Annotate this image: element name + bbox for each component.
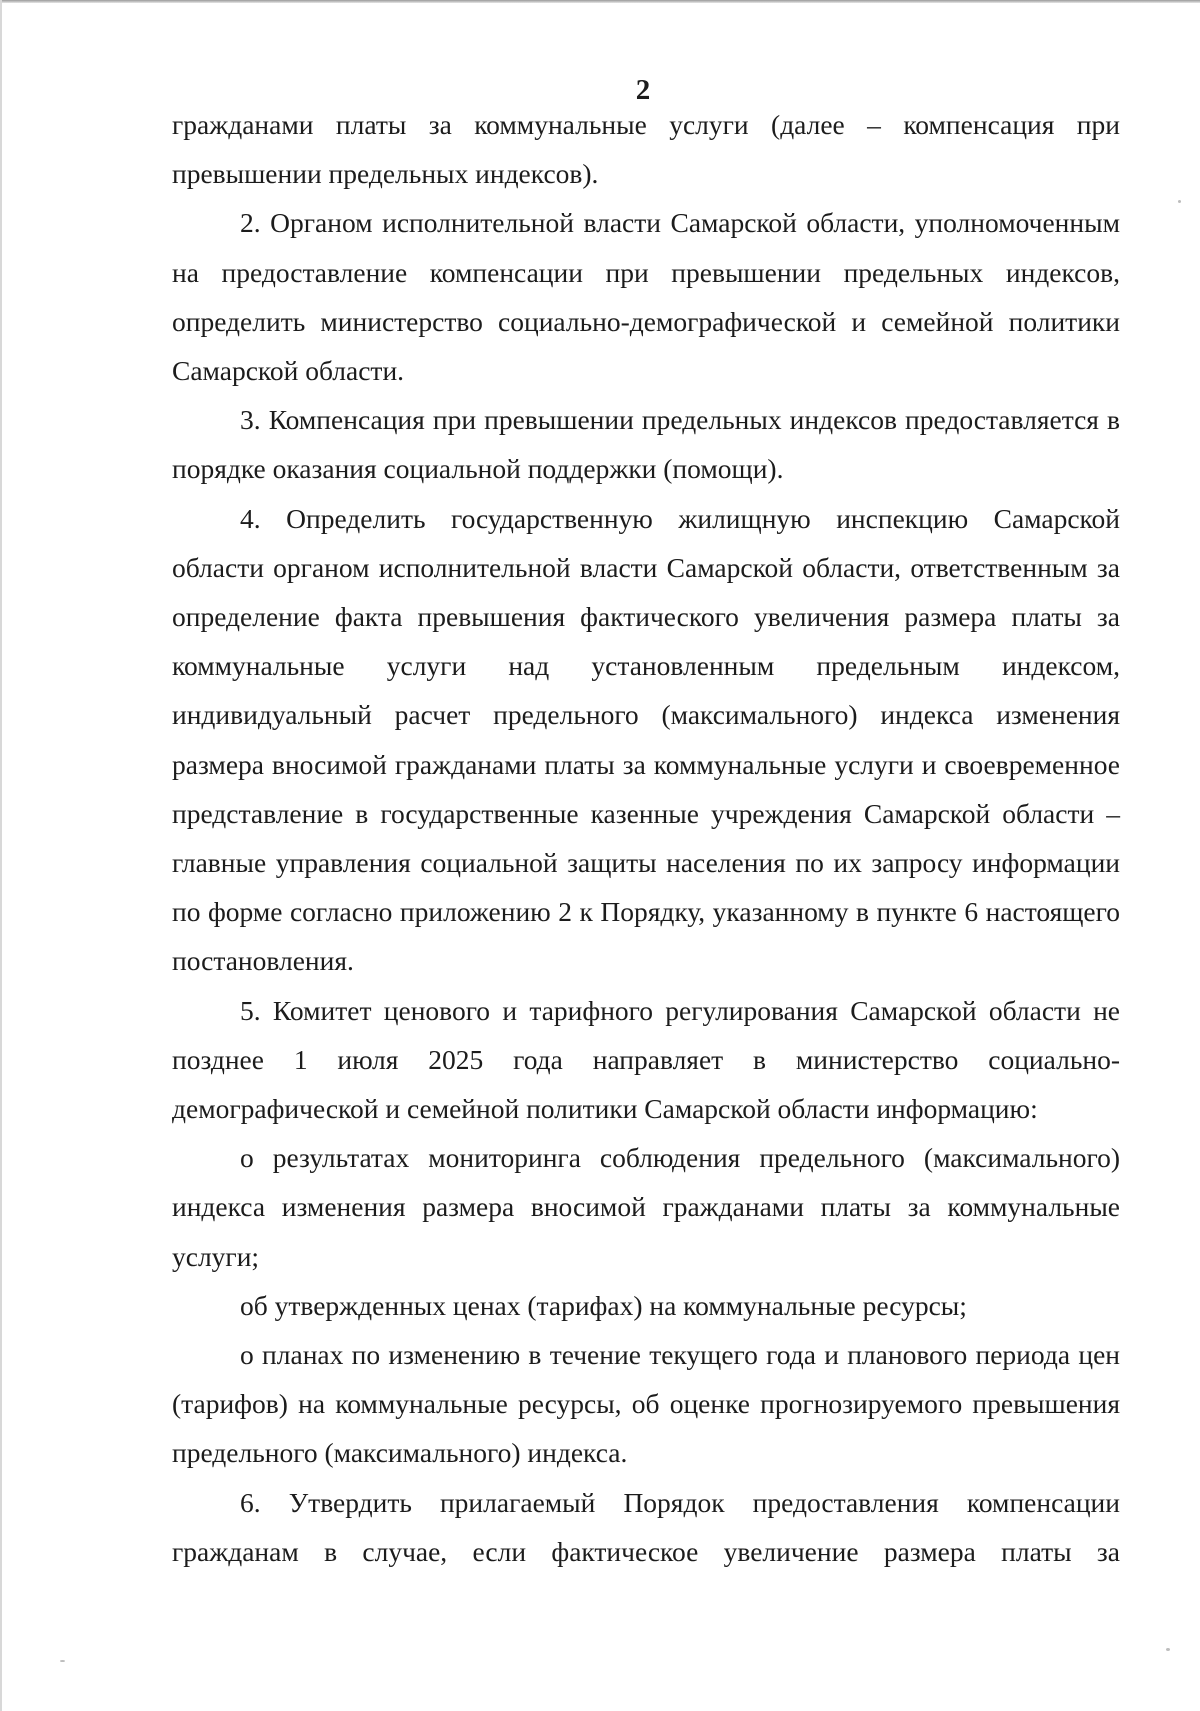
scan-speck xyxy=(1166,1648,1170,1651)
scan-top-edge xyxy=(0,0,1200,3)
paragraph-item-5-tariffs: об утвержденных ценах (тарифах) на коммунальные ресурсы; xyxy=(240,1289,967,1321)
paragraph-item-5: 5. Комитет ценового и тарифного регулирования Самарской области не позднее 1 июля 2025 года направляет в министерство социально-демографической и семейной политики Самарской области информацию: xyxy=(172,994,1120,1125)
scan-left-edge xyxy=(0,0,2,1711)
paragraph-item-5-plans: о планах по изменению в течение текущего года и планового периода цен (тарифов) на коммунальные ресурсы, об оценке прогнозируемого превышения предельного (максимального) индекса. xyxy=(172,1339,1120,1469)
scan-speck xyxy=(60,1660,65,1662)
paragraph-item-2: 2. Органом исполнительной власти Самарской области, уполномоченным на предоставление компенсации при превышении предельных индексов, определить министерство социально-демографической и семейной политики Самарской области. xyxy=(172,207,1120,387)
paragraph-item-5-monitoring: о результатах мониторинга соблюдения предельного (максимального) индекса изменения размера вносимой гражданами платы за коммунальные услуги; xyxy=(172,1142,1120,1272)
document-body xyxy=(172,100,1120,1576)
paragraph-item-4: 4. Определить государственную жилищную инспекцию Самарской области органом исполнительной власти Самарской области, ответственным за определение факта превышения фактического увеличения размера платы за коммунальные услуги над установленным предельным индексом, индивидуальный расчет предельного (максимального) индекса изменения размера вносимой гражданами платы за коммунальные услуги и своевременное представление в государственные казенные учреждения Самарской области – главные управления социальной защиты населения по их запросу информации по форме согласно приложению 2 к Порядку, указанному в пункте 6 настоящего постановления. xyxy=(172,502,1120,977)
scan-speck xyxy=(1178,200,1181,203)
paragraph-continuation: гражданами платы за коммунальные услуги (далее – компенсация при превышении предельных индексов). xyxy=(172,109,1120,190)
page-number: 2 xyxy=(635,74,651,106)
paragraph-item-6: 6. Утвердить прилагаемый Порядок предоставления компенсации гражданам в случае, если фактическое увеличение размера платы за xyxy=(172,1486,1120,1567)
paragraph-item-3: 3. Компенсация при превышении предельных индексов предоставляется в порядке оказания социальной поддержки (помощи). xyxy=(172,404,1120,485)
